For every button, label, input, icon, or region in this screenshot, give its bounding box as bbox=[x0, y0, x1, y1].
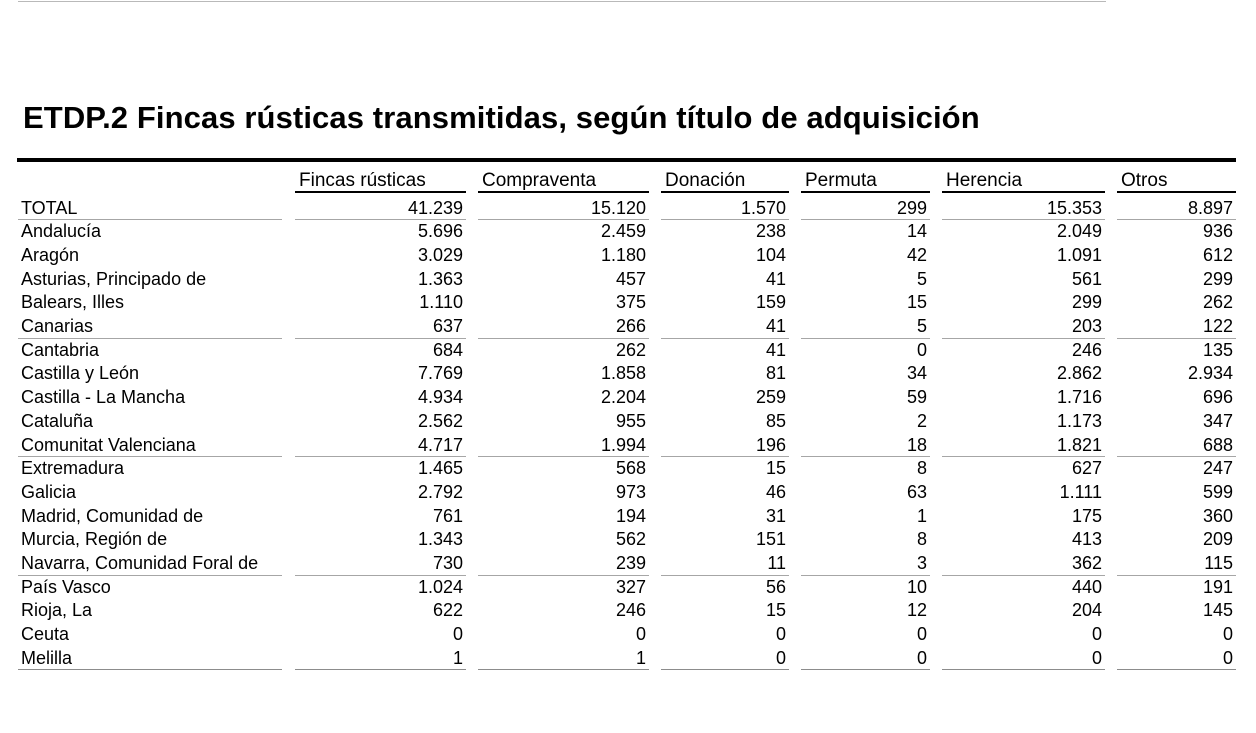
column-header-otros: Otros bbox=[1117, 169, 1236, 193]
cell-permuta: 59 bbox=[906, 387, 927, 408]
table-row bbox=[0, 481, 1256, 505]
cell-otros: 0 bbox=[1222, 624, 1233, 645]
cell-permuta: 8 bbox=[916, 458, 927, 479]
cell-compraventa: 457 bbox=[615, 268, 646, 289]
top-divider bbox=[18, 1, 1106, 2]
cell-donacion: 259 bbox=[755, 387, 786, 408]
cell-permuta: 0 bbox=[916, 624, 927, 645]
cell-otros: 347 bbox=[1202, 410, 1233, 431]
cell-donacion: 196 bbox=[661, 434, 789, 458]
cell-herencia: 627 bbox=[1071, 458, 1102, 479]
cell-otros: 247 bbox=[1202, 458, 1233, 479]
cell-otros: 360 bbox=[1202, 505, 1233, 526]
cell-donacion: 41 bbox=[661, 315, 789, 339]
table-row bbox=[0, 576, 1256, 600]
cell-permuta: 5 bbox=[801, 315, 930, 339]
table-row bbox=[0, 647, 1256, 671]
cell-compraventa: 1.180 bbox=[600, 244, 646, 265]
cell-otros: 115 bbox=[1117, 552, 1236, 576]
cell-permuta: 2 bbox=[916, 410, 927, 431]
row-label: Castilla - La Mancha bbox=[21, 387, 186, 408]
cell-herencia: 175 bbox=[1071, 505, 1102, 526]
cell-herencia: 0 bbox=[942, 647, 1105, 671]
cell-donacion: 81 bbox=[765, 363, 786, 384]
cell-herencia: 362 bbox=[942, 552, 1105, 576]
table-row bbox=[0, 410, 1256, 434]
cell-fincas-rusticas: 5.696 bbox=[417, 221, 463, 242]
cell-permuta: 1 bbox=[916, 505, 927, 526]
cell-donacion: 1.570 bbox=[661, 197, 789, 221]
cell-compraventa: 973 bbox=[615, 481, 646, 502]
cell-herencia: 1.111 bbox=[1059, 481, 1102, 502]
cell-fincas-rusticas: 637 bbox=[295, 315, 466, 339]
cell-donacion: 151 bbox=[755, 529, 786, 550]
table-row bbox=[0, 291, 1256, 315]
cell-donacion: 0 bbox=[661, 647, 789, 671]
cell-herencia: 204 bbox=[1071, 600, 1102, 621]
cell-otros: 191 bbox=[1202, 576, 1233, 597]
cell-permuta: 18 bbox=[801, 434, 930, 458]
cell-otros: 122 bbox=[1117, 315, 1236, 339]
table-row bbox=[0, 552, 1256, 576]
cell-permuta: 5 bbox=[916, 268, 927, 289]
cell-otros: 299 bbox=[1202, 268, 1233, 289]
cell-compraventa: 194 bbox=[615, 505, 646, 526]
cell-fincas-rusticas: 622 bbox=[432, 600, 463, 621]
table-row bbox=[0, 339, 1256, 363]
cell-fincas-rusticas: 1.110 bbox=[419, 292, 463, 313]
cell-fincas-rusticas: 4.717 bbox=[295, 434, 466, 458]
table-row bbox=[0, 315, 1256, 339]
cell-herencia: 299 bbox=[1071, 292, 1102, 313]
cell-herencia: 2.862 bbox=[1056, 363, 1102, 384]
row-label: Melilla bbox=[18, 647, 282, 671]
table-row bbox=[0, 220, 1256, 244]
cell-otros: 145 bbox=[1202, 600, 1233, 621]
row-label: TOTAL bbox=[18, 197, 282, 221]
cell-otros: 0 bbox=[1117, 647, 1236, 671]
cell-herencia: 1.716 bbox=[1056, 387, 1102, 408]
row-label: Rioja, La bbox=[21, 600, 93, 621]
column-header-permuta: Permuta bbox=[801, 169, 930, 193]
cell-otros: 688 bbox=[1117, 434, 1236, 458]
cell-fincas-rusticas: 3.029 bbox=[417, 244, 463, 265]
cell-donacion: 15 bbox=[765, 458, 786, 479]
cell-donacion: 41 bbox=[765, 268, 786, 289]
table-row bbox=[0, 457, 1256, 481]
cell-compraventa: 1 bbox=[478, 647, 649, 671]
cell-herencia: 1.821 bbox=[942, 434, 1105, 458]
cell-permuta: 12 bbox=[906, 600, 927, 621]
cell-donacion: 238 bbox=[755, 221, 786, 242]
cell-herencia: 413 bbox=[1071, 529, 1102, 550]
cell-compraventa: 262 bbox=[615, 339, 646, 360]
cell-donacion: 11 bbox=[661, 552, 789, 576]
cell-compraventa: 562 bbox=[615, 529, 646, 550]
cell-compraventa: 266 bbox=[478, 315, 649, 339]
cell-compraventa: 2.204 bbox=[600, 387, 646, 408]
table-row bbox=[0, 623, 1256, 647]
cell-otros: 696 bbox=[1202, 387, 1233, 408]
cell-permuta: 34 bbox=[906, 363, 927, 384]
row-label: Galicia bbox=[21, 481, 77, 502]
column-header-donacion: Donación bbox=[661, 169, 789, 193]
table-row bbox=[0, 362, 1256, 386]
cell-compraventa: 1.994 bbox=[478, 434, 649, 458]
cell-herencia: 203 bbox=[942, 315, 1105, 339]
cell-donacion: 56 bbox=[765, 576, 786, 597]
cell-herencia: 1.173 bbox=[1056, 410, 1102, 431]
cell-fincas-rusticas: 1.465 bbox=[417, 458, 463, 479]
cell-permuta: 14 bbox=[906, 221, 927, 242]
cell-fincas-rusticas: 1.024 bbox=[417, 576, 463, 597]
row-label: Castilla y León bbox=[21, 363, 140, 384]
cell-otros: 936 bbox=[1202, 221, 1233, 242]
column-header-compraventa: Compraventa bbox=[478, 169, 649, 193]
row-label: Madrid, Comunidad de bbox=[21, 505, 204, 526]
cell-fincas-rusticas: 4.934 bbox=[417, 387, 463, 408]
cell-donacion: 15 bbox=[765, 600, 786, 621]
row-label: Asturias, Principado de bbox=[21, 268, 207, 289]
cell-compraventa: 375 bbox=[615, 292, 646, 313]
row-label: Comunitat Valenciana bbox=[18, 434, 282, 458]
cell-fincas-rusticas: 684 bbox=[432, 339, 463, 360]
cell-otros: 135 bbox=[1202, 339, 1233, 360]
cell-herencia: 15.353 bbox=[942, 197, 1105, 221]
cell-compraventa: 0 bbox=[635, 624, 646, 645]
cell-fincas-rusticas: 730 bbox=[295, 552, 466, 576]
table-row-total bbox=[0, 197, 1256, 221]
cell-compraventa: 955 bbox=[615, 410, 646, 431]
row-label: País Vasco bbox=[21, 576, 111, 597]
cell-permuta: 0 bbox=[916, 339, 927, 360]
table-row bbox=[0, 528, 1256, 552]
row-label: Ceuta bbox=[21, 624, 70, 645]
cell-fincas-rusticas: 7.769 bbox=[417, 363, 463, 384]
cell-compraventa: 239 bbox=[478, 552, 649, 576]
cell-compraventa: 1.858 bbox=[600, 363, 646, 384]
column-header-herencia: Herencia bbox=[942, 169, 1105, 193]
cell-fincas-rusticas: 1.343 bbox=[417, 529, 463, 550]
cell-donacion: 85 bbox=[765, 410, 786, 431]
cell-fincas-rusticas: 1.363 bbox=[417, 268, 463, 289]
table-row bbox=[0, 268, 1256, 292]
cell-otros: 2.934 bbox=[1187, 363, 1233, 384]
cell-donacion: 159 bbox=[755, 292, 786, 313]
cell-otros: 599 bbox=[1202, 481, 1233, 502]
cell-permuta: 8 bbox=[916, 529, 927, 550]
row-label: Andalucía bbox=[21, 221, 102, 242]
row-label: Cantabria bbox=[21, 339, 100, 360]
cell-compraventa: 2.459 bbox=[600, 221, 646, 242]
page-title: ETDP.2 Fincas rústicas transmitidas, según título de adquisición bbox=[23, 100, 980, 135]
cell-permuta: 0 bbox=[801, 647, 930, 671]
cell-permuta: 42 bbox=[906, 244, 927, 265]
table-row bbox=[0, 244, 1256, 268]
cell-donacion: 31 bbox=[765, 505, 786, 526]
cell-permuta: 3 bbox=[801, 552, 930, 576]
row-label: Balears, Illes bbox=[21, 292, 125, 313]
cell-permuta: 63 bbox=[906, 481, 927, 502]
cell-fincas-rusticas: 41.239 bbox=[295, 197, 466, 221]
table-row bbox=[0, 505, 1256, 529]
cell-permuta: 10 bbox=[906, 576, 927, 597]
cell-herencia: 246 bbox=[1071, 339, 1102, 360]
cell-otros: 262 bbox=[1202, 292, 1233, 313]
cell-donacion: 46 bbox=[765, 481, 786, 502]
cell-fincas-rusticas: 761 bbox=[432, 505, 463, 526]
cell-fincas-rusticas: 1 bbox=[295, 647, 466, 671]
cell-fincas-rusticas: 2.792 bbox=[417, 481, 463, 502]
cell-donacion: 41 bbox=[765, 339, 786, 360]
cell-herencia: 0 bbox=[1091, 624, 1102, 645]
row-label: Canarias bbox=[18, 315, 282, 339]
row-label: Murcia, Región de bbox=[21, 529, 168, 550]
cell-otros: 612 bbox=[1202, 244, 1233, 265]
row-label: Cataluña bbox=[21, 410, 94, 431]
cell-fincas-rusticas: 0 bbox=[452, 624, 463, 645]
cell-herencia: 561 bbox=[1071, 268, 1102, 289]
table-row bbox=[0, 599, 1256, 623]
cell-compraventa: 15.120 bbox=[478, 197, 649, 221]
cell-donacion: 0 bbox=[775, 624, 786, 645]
row-label: Aragón bbox=[21, 244, 80, 265]
row-label: Extremadura bbox=[21, 458, 125, 479]
cell-permuta: 299 bbox=[801, 197, 930, 221]
cell-otros: 209 bbox=[1202, 529, 1233, 550]
cell-donacion: 104 bbox=[755, 244, 786, 265]
cell-compraventa: 246 bbox=[615, 600, 646, 621]
cell-compraventa: 568 bbox=[615, 458, 646, 479]
cell-compraventa: 327 bbox=[615, 576, 646, 597]
row-label: Navarra, Comunidad Foral de bbox=[18, 552, 282, 576]
title-divider bbox=[17, 158, 1236, 162]
table-row bbox=[0, 386, 1256, 410]
cell-permuta: 15 bbox=[906, 292, 927, 313]
cell-herencia: 2.049 bbox=[1056, 221, 1102, 242]
cell-herencia: 1.091 bbox=[1056, 244, 1102, 265]
table-row bbox=[0, 434, 1256, 458]
cell-otros: 8.897 bbox=[1117, 197, 1236, 221]
cell-herencia: 440 bbox=[1071, 576, 1102, 597]
column-header-fincas-rusticas: Fincas rústicas bbox=[295, 169, 466, 193]
cell-fincas-rusticas: 2.562 bbox=[417, 410, 463, 431]
